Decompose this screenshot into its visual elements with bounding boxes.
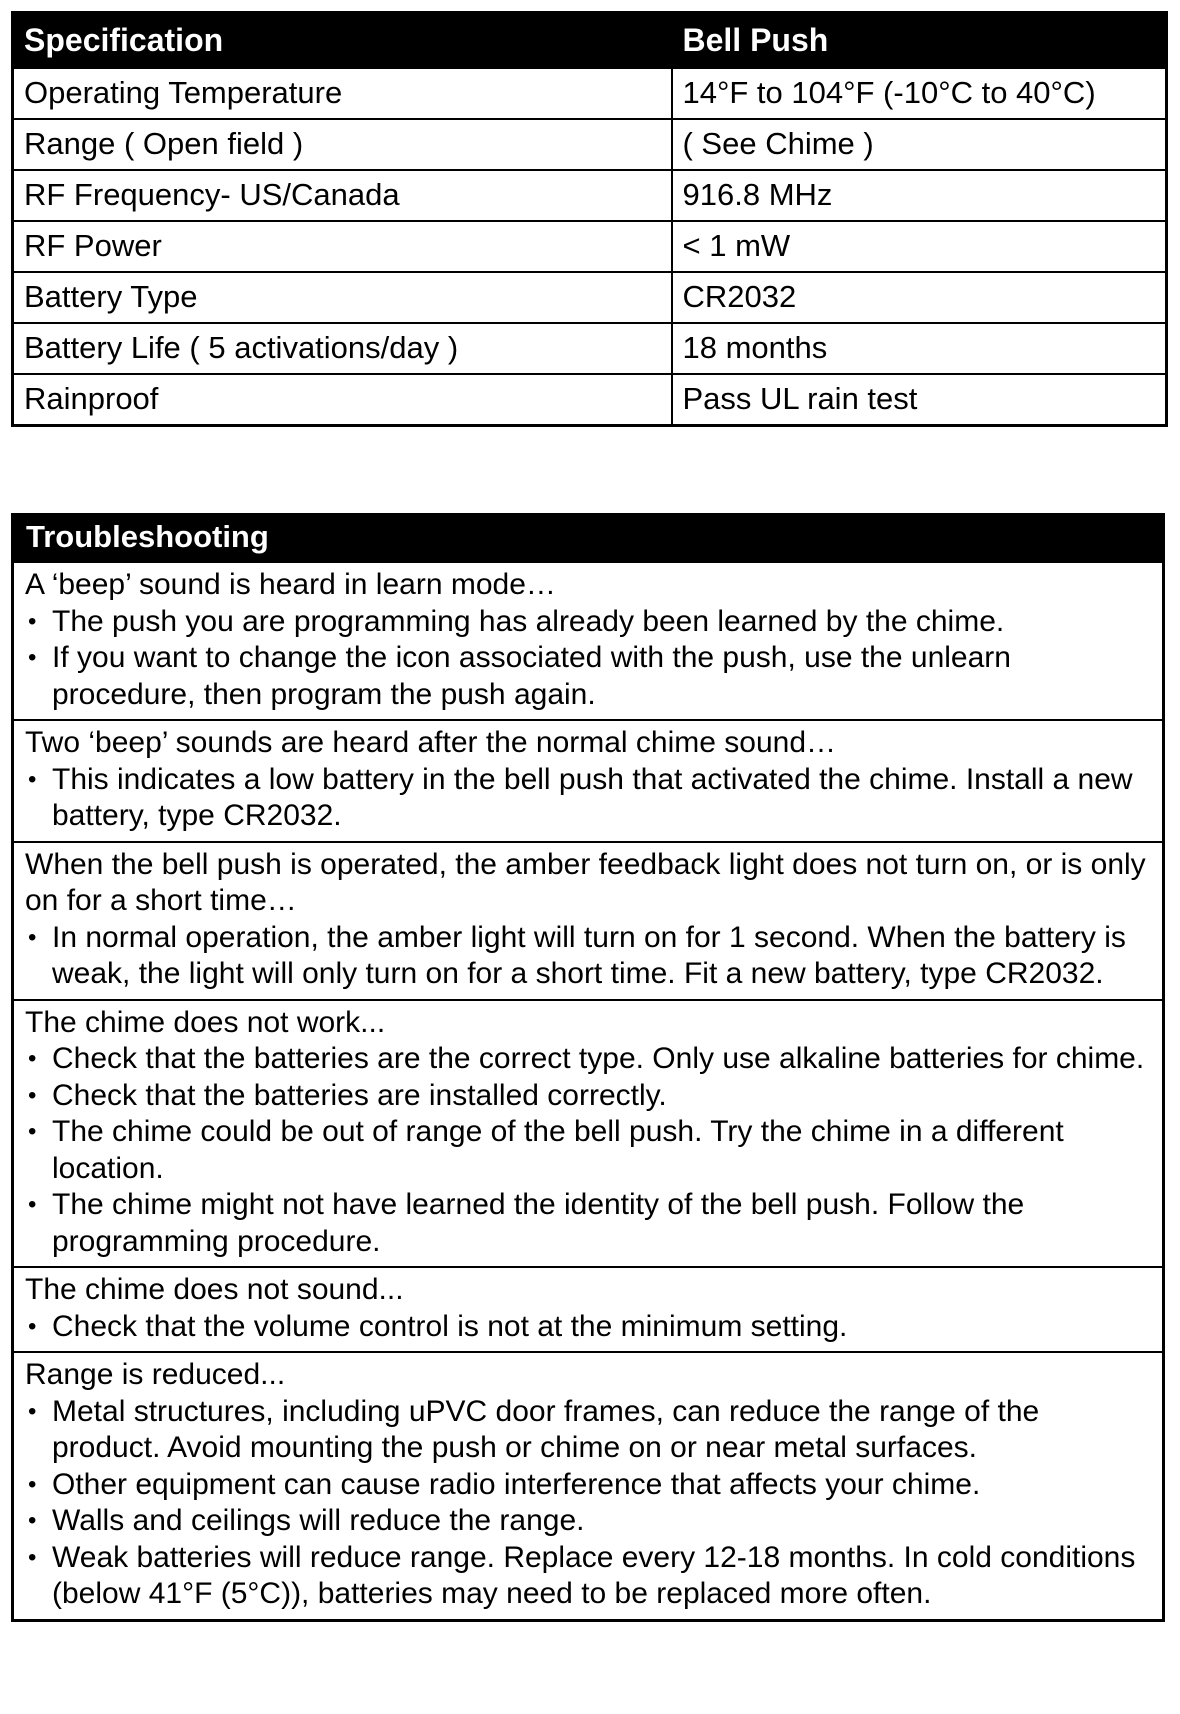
bullet-icon: • bbox=[28, 1081, 37, 1109]
troubleshooting-section bbox=[13, 562, 1164, 720]
table-row bbox=[13, 374, 1167, 426]
specification-table bbox=[11, 11, 1168, 427]
troubleshooting-row bbox=[13, 720, 1164, 842]
spec-value-cell: 916.8 MHz bbox=[672, 170, 1167, 221]
column-header-specification: Specification bbox=[13, 13, 672, 69]
list-item bbox=[25, 1078, 1154, 1115]
spec-name-cell: Rainproof bbox=[13, 374, 672, 426]
bullet-icon: • bbox=[28, 1397, 37, 1425]
troubleshooting-row bbox=[13, 1267, 1164, 1352]
bullet-icon: • bbox=[28, 765, 37, 793]
remedy-text: Weak batteries will reduce range. Replace every 12-18 months. In cold conditions (below 41°F (5°C)), batteries may need to be replaced more often. bbox=[52, 1540, 1136, 1610]
troubleshooting-section bbox=[13, 1352, 1164, 1620]
troubleshooting-row bbox=[13, 1352, 1164, 1620]
list-item bbox=[25, 604, 1154, 641]
specification-table-head bbox=[13, 13, 1167, 69]
symptom-text: A ‘beep’ sound is heard in learn mode… bbox=[25, 568, 556, 601]
remedy-text: Check that the volume control is not at the minimum setting. bbox=[52, 1309, 848, 1343]
symptom-text: When the bell push is operated, the amber feedback light does not turn on, or is only on for a short time… bbox=[25, 847, 1146, 917]
troubleshooting-section bbox=[13, 720, 1164, 842]
remedy-list bbox=[25, 920, 1154, 993]
remedy-text: Other equipment can cause radio interference that affects your chime. bbox=[52, 1467, 981, 1501]
spec-value-cell: < 1 mW bbox=[672, 221, 1167, 272]
spec-value-cell: ( See Chime ) bbox=[672, 119, 1167, 170]
bullet-icon: • bbox=[28, 644, 37, 671]
list-item bbox=[25, 1540, 1154, 1613]
table-row bbox=[13, 323, 1167, 374]
specification-table-body bbox=[13, 68, 1167, 426]
table-row bbox=[13, 272, 1167, 323]
remedy-list bbox=[25, 762, 1154, 835]
remedy-text: The chime could be out of range of the bell push. Try the chime in a different location. bbox=[52, 1115, 1064, 1185]
bullet-icon: • bbox=[28, 1191, 37, 1218]
spec-name-cell: Range ( Open field ) bbox=[13, 119, 672, 170]
spec-name-cell: RF Power bbox=[13, 221, 672, 272]
list-item bbox=[25, 1394, 1154, 1467]
remedy-text: Metal structures, including uPVC door frames, can reduce the range of the product. Avoid mounting the push or chime on or near metal surfaces. bbox=[52, 1394, 1040, 1464]
troubleshooting-row bbox=[13, 1000, 1164, 1268]
remedy-text: The chime might not have learned the identity of the bell push. Follow the programming procedure. bbox=[52, 1188, 1025, 1258]
bullet-icon: • bbox=[28, 607, 37, 635]
symptom-text: The chime does not sound... bbox=[25, 1273, 404, 1306]
list-item bbox=[25, 1187, 1154, 1260]
bullet-icon: • bbox=[28, 923, 37, 951]
spec-value-cell: 14°F to 104°F (-10°C to 40°C) bbox=[672, 68, 1167, 119]
bullet-icon: • bbox=[28, 1045, 37, 1072]
bullet-icon: • bbox=[28, 1543, 37, 1571]
remedy-text: Walls and ceilings will reduce the range. bbox=[52, 1504, 585, 1537]
list-item bbox=[25, 1114, 1154, 1187]
troubleshooting-header-row bbox=[13, 515, 1164, 563]
remedy-text: In normal operation, the amber light will turn on for 1 second. When the battery is weak, the light will only turn on for a short time. Fit a new battery, type CR2032. bbox=[52, 920, 1126, 990]
bullet-icon: • bbox=[28, 1507, 37, 1534]
section-spacer bbox=[11, 427, 1165, 513]
symptom-text: Range is reduced... bbox=[25, 1358, 286, 1391]
remedy-text: Check that the batteries are installed correctly. bbox=[52, 1078, 667, 1112]
bullet-icon: • bbox=[28, 1118, 37, 1145]
troubleshooting-table-head bbox=[13, 515, 1164, 563]
spec-value-cell: CR2032 bbox=[672, 272, 1167, 323]
remedy-list bbox=[25, 1394, 1154, 1613]
spec-name-cell: Operating Temperature bbox=[13, 68, 672, 119]
table-header-row bbox=[13, 13, 1167, 69]
symptom-text: Two ‘beep’ sounds are heard after the normal chime sound… bbox=[25, 726, 837, 759]
bullet-icon: • bbox=[28, 1470, 37, 1498]
list-item bbox=[25, 640, 1154, 713]
remedy-text: This indicates a low battery in the bell push that activated the chime. Install a new battery, type CR2032. bbox=[52, 762, 1133, 832]
troubleshooting-row bbox=[13, 842, 1164, 1000]
table-row bbox=[13, 68, 1167, 119]
symptom-text: The chime does not work... bbox=[25, 1005, 386, 1039]
remedy-text: Check that the batteries are the correct type. Only use alkaline batteries for chime. bbox=[52, 1042, 1145, 1075]
troubleshooting-row bbox=[13, 562, 1164, 720]
list-item bbox=[25, 920, 1154, 993]
remedy-list bbox=[25, 604, 1154, 714]
table-row bbox=[13, 170, 1167, 221]
table-row bbox=[13, 119, 1167, 170]
list-item bbox=[25, 1041, 1154, 1078]
troubleshooting-section bbox=[13, 842, 1164, 1000]
bullet-icon: • bbox=[28, 1312, 37, 1340]
remedy-text: The push you are programming has already been learned by the chime. bbox=[52, 604, 1005, 638]
remedy-list bbox=[25, 1041, 1154, 1260]
troubleshooting-section bbox=[13, 1267, 1164, 1352]
troubleshooting-table-body bbox=[13, 562, 1164, 1620]
spec-name-cell: RF Frequency- US/Canada bbox=[13, 170, 672, 221]
troubleshooting-title: Troubleshooting bbox=[13, 515, 1164, 563]
troubleshooting-table bbox=[11, 513, 1165, 1622]
list-item bbox=[25, 1467, 1154, 1504]
table-row bbox=[13, 221, 1167, 272]
spec-name-cell: Battery Life ( 5 activations/day ) bbox=[13, 323, 672, 374]
list-item bbox=[25, 762, 1154, 835]
column-header-bell-push: Bell Push bbox=[672, 13, 1167, 69]
spec-value-cell: 18 months bbox=[672, 323, 1167, 374]
remedy-text: If you want to change the icon associated with the push, use the unlearn procedure, then program the push again. bbox=[52, 641, 1011, 711]
troubleshooting-section bbox=[13, 1000, 1164, 1268]
list-item bbox=[25, 1309, 1154, 1346]
spec-name-cell: Battery Type bbox=[13, 272, 672, 323]
spec-value-cell: Pass UL rain test bbox=[672, 374, 1167, 426]
list-item bbox=[25, 1503, 1154, 1540]
remedy-list bbox=[25, 1309, 1154, 1346]
